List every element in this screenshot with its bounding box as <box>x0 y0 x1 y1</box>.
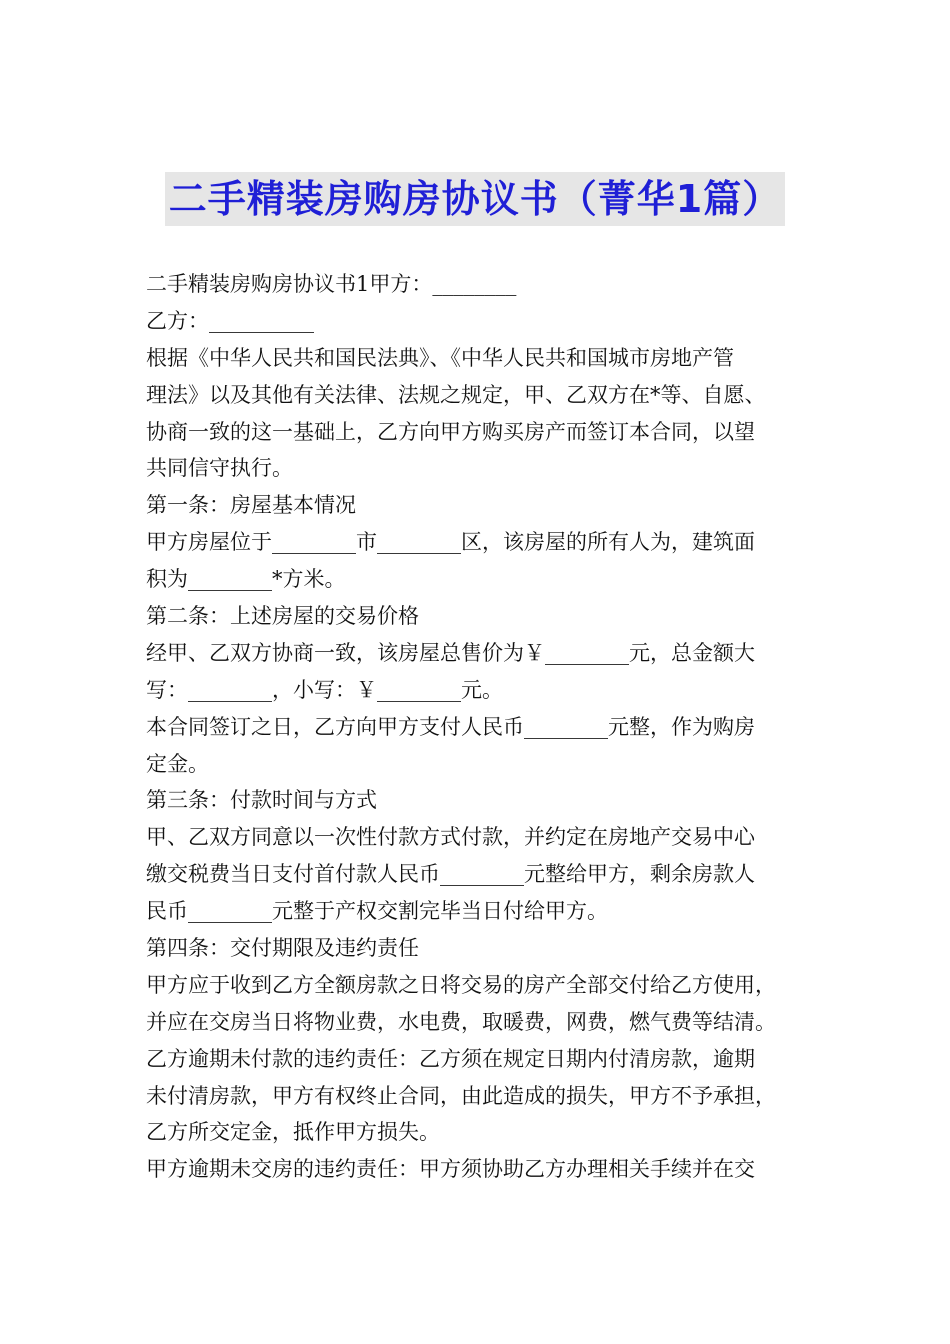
body-line: 共同信守执行。 <box>146 456 293 481</box>
body-line: 二手精装房购房协议书1甲方：________ <box>146 272 517 296</box>
body-line: 乙方逾期未付款的违约责任：乙方须在规定日期内付清房款，逾期 <box>146 1046 755 1071</box>
body-line: 协商一致的这一基础上，乙方向甲方购买房产而签订本合同，以望 <box>146 419 755 444</box>
body-line: 写：________，小写：￥________元。 <box>146 677 503 702</box>
body-line: 理法》以及其他有关法律、法规之规定，甲、乙双方在*等、自愿、 <box>146 382 766 407</box>
body-line: 甲方逾期未交房的违约责任：甲方须协助乙方办理相关手续并在交 <box>146 1157 755 1182</box>
section-heading: 第四条：交付期限及违约责任 <box>146 936 419 961</box>
body-line: 根据《中华人民共和国民法典》、《中华人民共和国城市房地产管 <box>146 345 734 370</box>
body-line: 甲方应于收到乙方全额房款之日将交易的房产全部交付给乙方使用， <box>146 972 776 997</box>
body-line: 乙方所交定金，抵作甲方损失。 <box>146 1120 440 1145</box>
body-line: 缴交税费当日支付首付款人民币________元整给甲方，剩余房款人 <box>146 862 755 887</box>
body-line: 乙方：__________ <box>146 308 314 333</box>
section-heading: 第二条：上述房屋的交易价格 <box>146 604 419 629</box>
body-line: 积为________*方米。 <box>146 567 346 592</box>
body-line: 本合同签订之日，乙方向甲方支付人民币________元整，作为购房 <box>146 714 755 739</box>
body-line: 定金。 <box>146 751 209 776</box>
section-heading: 第一条：房屋基本情况 <box>146 493 356 518</box>
section-heading: 第三条：付款时间与方式 <box>146 788 377 813</box>
title-container <box>0 172 950 226</box>
body-line: 民币________元整于产权交割完毕当日付给甲方。 <box>146 899 608 924</box>
document-title: 二手精装房购房协议书（菁华1篇） <box>165 172 785 226</box>
document-body <box>146 266 814 1188</box>
body-line: 经甲、乙双方协商一致，该房屋总售价为￥________元，总金额大 <box>146 640 755 665</box>
body-line: 并应在交房当日将物业费，水电费，取暖费，网费，燃气费等结清。 <box>146 1009 776 1034</box>
body-line: 甲、乙双方同意以一次性付款方式付款，并约定在房地产交易中心 <box>146 825 755 850</box>
body-line: 未付清房款，甲方有权终止合同，由此造成的损失，甲方不予承担， <box>146 1083 776 1108</box>
body-line: 甲方房屋位于________市________区，该房屋的所有人为，建筑面 <box>146 530 755 555</box>
